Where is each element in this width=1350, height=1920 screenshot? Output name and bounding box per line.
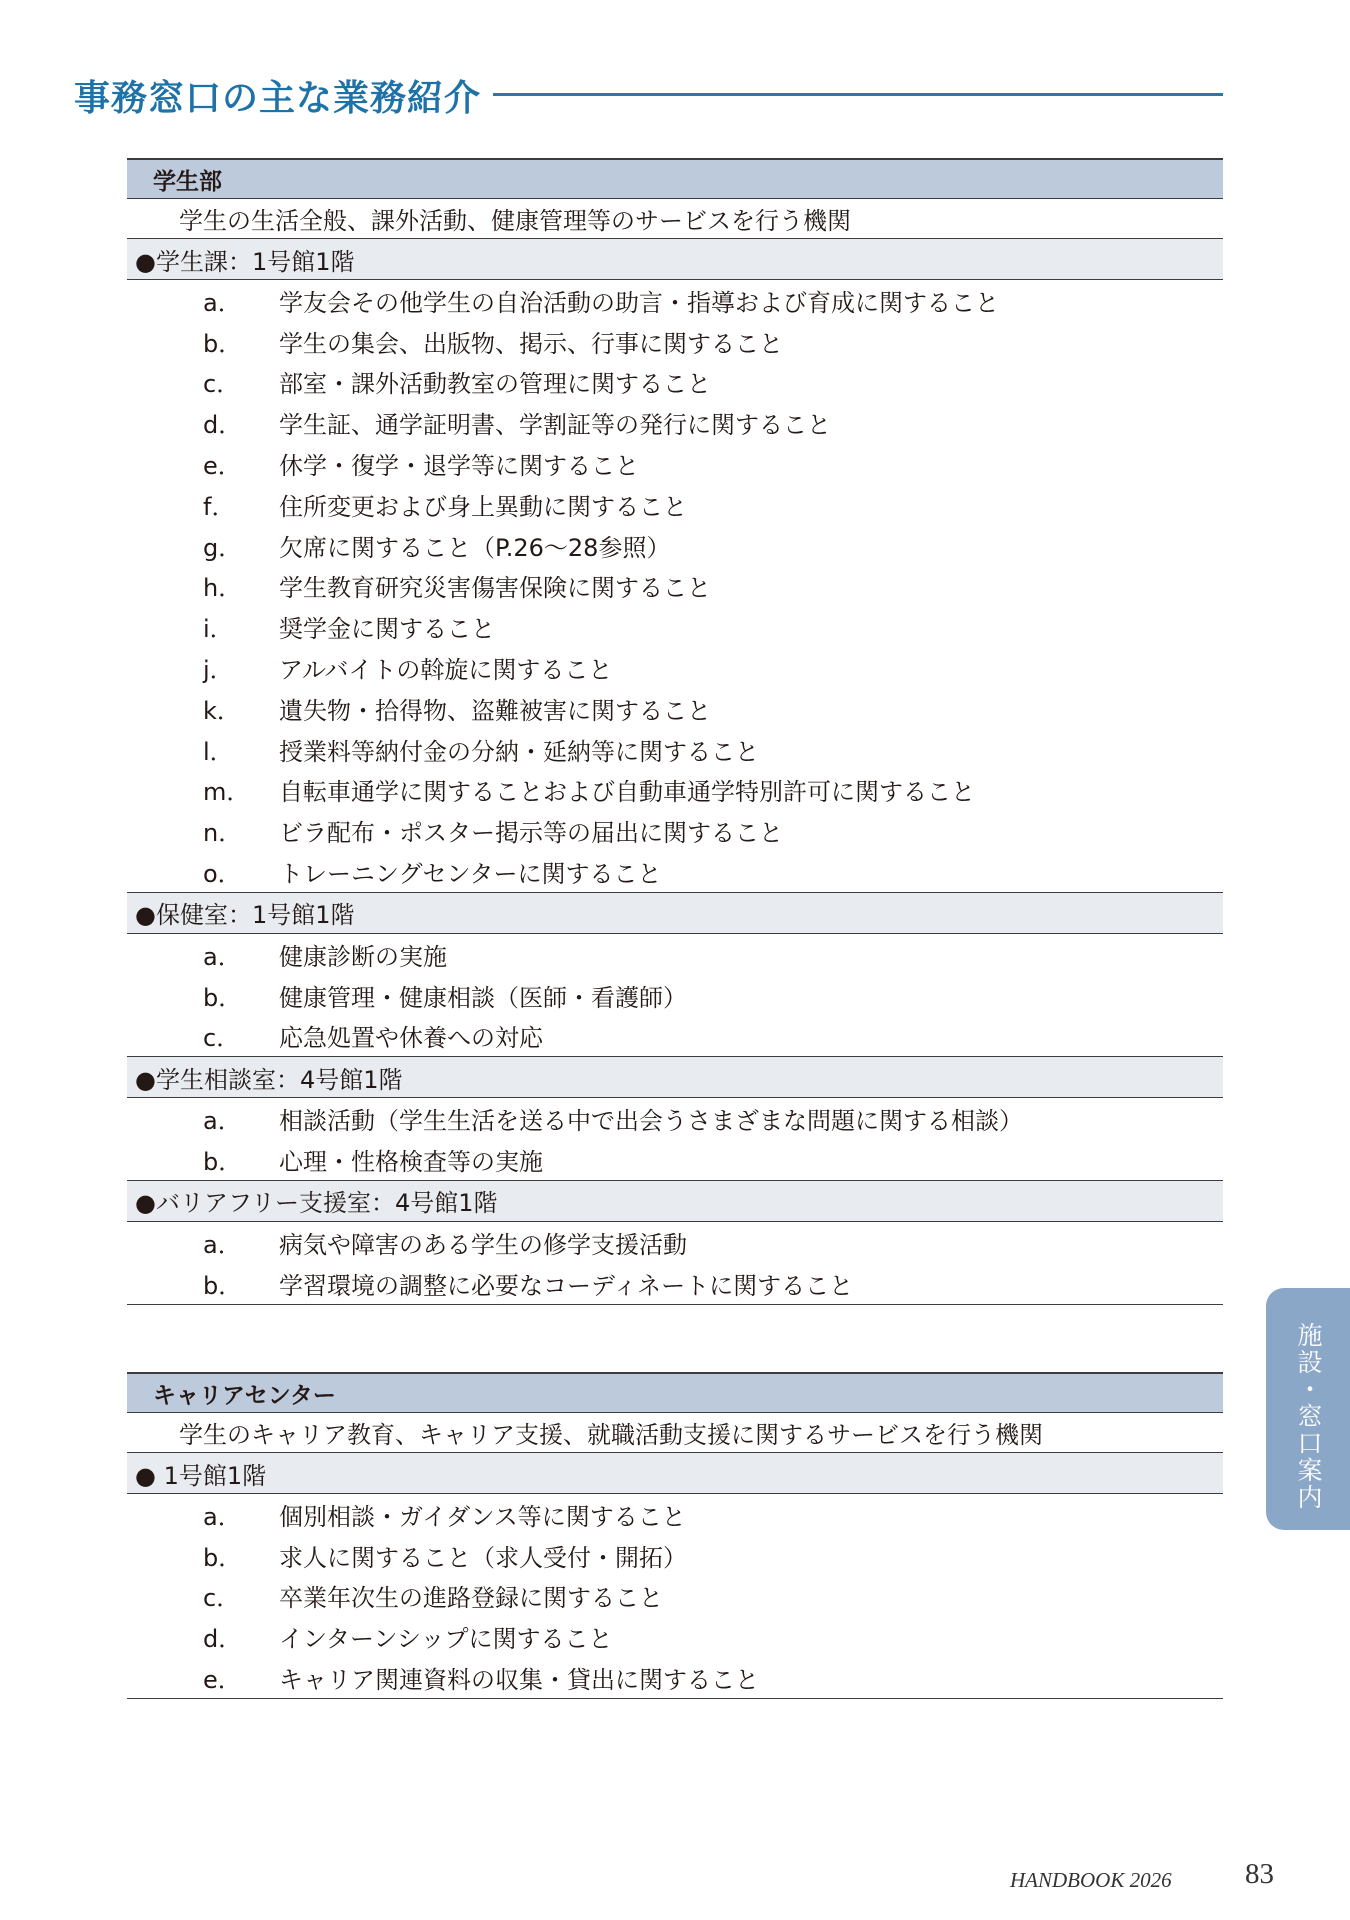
- item-letter: k．: [203, 696, 241, 725]
- office-item-list: [127, 1494, 1223, 1699]
- list-item: [127, 443, 1223, 484]
- office-heading-student-section: ●学生課：1号館1階: [127, 239, 1223, 280]
- list-item: [127, 647, 1223, 688]
- item-letter: b．: [203, 1271, 243, 1300]
- list-item: [127, 606, 1223, 647]
- item-text: 住所変更および身上異動に関すること: [279, 492, 687, 521]
- item-text: 求人に関すること（求人受付・開拓）: [279, 1543, 687, 1572]
- title-rule: [493, 93, 1223, 96]
- item-letter: j．: [203, 656, 234, 685]
- item-text: 遺失物・拾得物、盗難被害に関すること: [279, 696, 711, 725]
- list-item: [127, 1263, 1223, 1304]
- item-text: 部室・課外活動教室の管理に関すること: [279, 370, 711, 399]
- item-letter: c．: [203, 1024, 241, 1053]
- item-text: 学生証、通学証明書、学割証等の発行に関すること: [279, 411, 831, 440]
- section-header: キャリアセンター: [127, 1372, 1223, 1413]
- item-text: ビラ配布・ポスター掲示等の届出に関すること: [279, 819, 783, 848]
- side-index-tab: [1266, 1288, 1350, 1530]
- item-letter: o．: [203, 860, 242, 889]
- list-item: [127, 975, 1223, 1016]
- list-item: [127, 1576, 1223, 1617]
- office-item-list: [127, 280, 1223, 893]
- list-item: [127, 1098, 1223, 1139]
- list-item: [127, 810, 1223, 851]
- office-item-list: [127, 1222, 1223, 1305]
- list-item: [127, 402, 1223, 443]
- item-letter: a．: [203, 1107, 242, 1136]
- item-text: 奨学金に関すること: [279, 615, 495, 644]
- page-number: 83: [1245, 1858, 1274, 1890]
- item-text: 欠席に関すること（P.26〜28参照）: [279, 533, 671, 562]
- list-item: [127, 566, 1223, 607]
- item-letter: b．: [203, 329, 243, 358]
- item-letter: h．: [203, 574, 243, 603]
- item-text: 学習環境の調整に必要なコーディネートに関すること: [279, 1271, 854, 1300]
- item-text: 学友会その他学生の自治活動の助言・指導および育成に関すること: [279, 288, 999, 317]
- item-letter: l．: [203, 737, 234, 766]
- item-text: インターンシップに関すること: [279, 1625, 613, 1654]
- item-letter: e．: [203, 452, 242, 481]
- item-text: 学生の集会、出版物、掲示、行事に関すること: [279, 329, 783, 358]
- list-item: [127, 1016, 1223, 1057]
- item-letter: a．: [203, 1230, 242, 1259]
- section-student-affairs: [127, 158, 1223, 1305]
- item-text: 授業料等納付金の分納・延納等に関すること: [279, 737, 759, 766]
- item-text: 休学・復学・退学等に関すること: [279, 452, 639, 481]
- office-heading-barrier-free: ●バリアフリー支援室：4号館1階: [127, 1181, 1223, 1222]
- item-text: キャリア関連資料の収集・貸出に関すること: [279, 1666, 759, 1695]
- list-item: [127, 1494, 1223, 1535]
- item-letter: d．: [203, 411, 243, 440]
- footer-handbook-label: HANDBOOK 2026: [1010, 1868, 1172, 1892]
- office-heading-counseling-room: ●学生相談室：4号館1階: [127, 1057, 1223, 1098]
- item-letter: b．: [203, 1148, 243, 1177]
- item-text: 学生教育研究災害傷害保険に関すること: [279, 574, 711, 603]
- item-text: 個別相談・ガイダンス等に関すること: [279, 1502, 686, 1531]
- side-tab-label: 施設・窓口案内: [1294, 1322, 1323, 1511]
- office-heading-career-location: ● 1号館1階: [127, 1453, 1223, 1494]
- item-text: アルバイトの斡旋に関すること: [279, 656, 613, 685]
- item-letter: c．: [203, 370, 241, 399]
- list-item: [127, 1616, 1223, 1657]
- item-letter: a．: [203, 1502, 242, 1531]
- section-description: 学生の生活全般、課外活動、健康管理等のサービスを行う機関: [127, 199, 1223, 239]
- item-text: 応急処置や休養への対応: [279, 1024, 543, 1053]
- list-item: [127, 688, 1223, 729]
- item-letter: c．: [203, 1584, 241, 1613]
- item-letter: e．: [203, 1666, 242, 1695]
- item-letter: a．: [203, 942, 242, 971]
- item-text: 相談活動（学生生活を送る中で出会うさまざまな問題に関する相談）: [279, 1107, 1023, 1136]
- list-item: [127, 525, 1223, 566]
- section-header: 学生部: [127, 158, 1223, 199]
- item-text: 心理・性格検査等の実施: [279, 1148, 543, 1177]
- item-text: 自転車通学に関することおよび自動車通学特別許可に関すること: [279, 778, 975, 807]
- item-letter: i．: [203, 615, 234, 644]
- list-item: [127, 321, 1223, 362]
- list-item: [127, 770, 1223, 811]
- list-item: [127, 851, 1223, 892]
- item-text: 健康診断の実施: [279, 942, 447, 971]
- list-item: [127, 729, 1223, 770]
- item-letter: d．: [203, 1625, 243, 1654]
- item-letter: m．: [203, 778, 251, 807]
- item-letter: a．: [203, 288, 242, 317]
- item-text: 病気や障害のある学生の修学支援活動: [279, 1230, 687, 1259]
- item-text: 健康管理・健康相談（医師・看護師）: [279, 983, 687, 1012]
- office-heading-health-room: ●保健室：1号館1階: [127, 893, 1223, 934]
- list-item: [127, 1535, 1223, 1576]
- item-letter: n．: [203, 819, 243, 848]
- section-career-center: [127, 1372, 1223, 1699]
- list-item: [127, 280, 1223, 321]
- item-text: トレーニングセンターに関すること: [279, 860, 662, 889]
- section-description: 学生のキャリア教育、キャリア支援、就職活動支援に関するサービスを行う機関: [127, 1413, 1223, 1453]
- list-item: [127, 1657, 1223, 1698]
- page-title: 事務窓口の主な業務紹介: [74, 78, 482, 119]
- office-item-list: [127, 1098, 1223, 1181]
- list-item: [127, 362, 1223, 403]
- list-item: [127, 484, 1223, 525]
- list-item: [127, 1139, 1223, 1180]
- item-letter: g．: [203, 533, 243, 562]
- office-item-list: [127, 934, 1223, 1057]
- item-letter: b．: [203, 983, 243, 1012]
- item-letter: f．: [203, 492, 236, 521]
- list-item: [127, 934, 1223, 975]
- item-letter: b．: [203, 1543, 243, 1572]
- item-text: 卒業年次生の進路登録に関すること: [279, 1584, 663, 1613]
- list-item: [127, 1222, 1223, 1263]
